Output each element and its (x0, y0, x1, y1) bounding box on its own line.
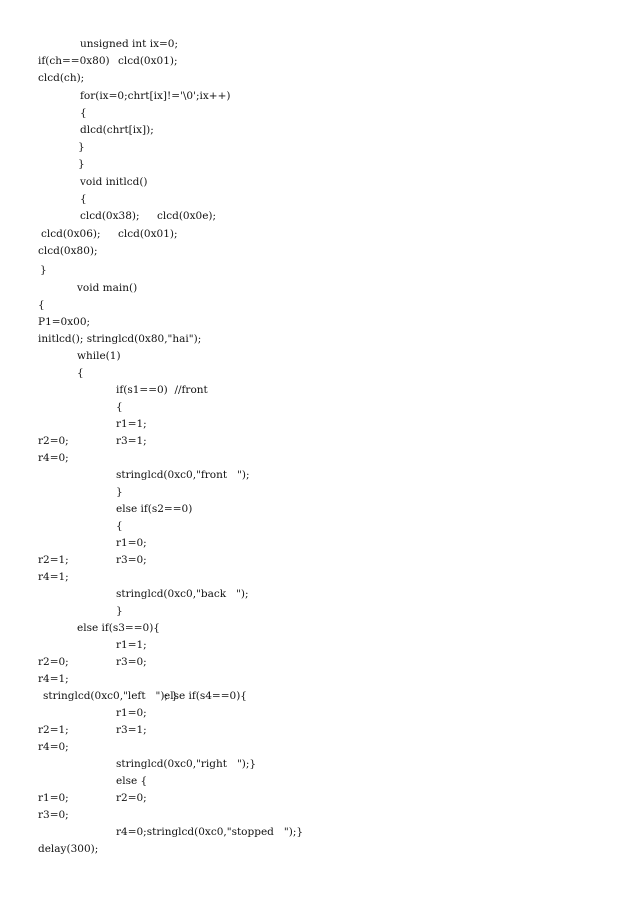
code-line: r1=0; (116, 537, 147, 549)
code-line: { (80, 107, 87, 119)
code-line: void main() (77, 282, 138, 294)
code-line: dlcd(chrt[ix]); (80, 124, 154, 136)
code-line: r4=0; (38, 452, 69, 464)
code-line: r4=1; (38, 571, 69, 583)
code-line: else { (116, 775, 148, 787)
code-line: { (38, 299, 45, 311)
code-line: } (116, 605, 123, 617)
code-line: r1=1; (116, 418, 147, 430)
code-line: clcd(0x80); (38, 245, 98, 257)
code-line: initlcd(); stringlcd(0x80,"hai"); (38, 333, 202, 345)
code-line: r4=0; (38, 741, 69, 753)
code-line: r1=0; (116, 707, 147, 719)
code-line: r1=1; (116, 639, 147, 651)
code-line: } (78, 141, 85, 153)
code-line: { (116, 520, 123, 532)
code-line: P1=0x00; (38, 316, 91, 328)
code-line: void initlcd() (80, 176, 148, 188)
code-line: while(1) (77, 350, 121, 362)
code-line: } (116, 486, 123, 498)
code-line: r3=0; (116, 656, 147, 668)
code-line: unsigned int ix=0; (80, 38, 179, 50)
code-line: r2=1; (38, 724, 69, 736)
code-line: clcd(0x01); (118, 55, 178, 67)
code-line: { (77, 367, 84, 379)
code-line: clcd(ch); (38, 72, 85, 84)
code-line: r2=0; (38, 435, 69, 447)
code-line: r3=1; (116, 724, 147, 736)
code-line: r2=0; (116, 792, 147, 804)
code-line: r3=1; (116, 435, 147, 447)
code-line: else if(s3==0){ (77, 622, 160, 634)
code-line: } (78, 158, 85, 170)
code-line: { (116, 401, 123, 413)
code-line: r3=0; (116, 554, 147, 566)
code-line: stringlcd(0xc0,"left "); } (43, 690, 179, 702)
code-line: r4=0;stringlcd(0xc0,"stopped ");} (116, 826, 304, 838)
code-line: r4=1; (38, 673, 69, 685)
code-line: else if(s2==0) (116, 503, 193, 515)
code-line: clcd(0x06); (41, 228, 101, 240)
code-line: r3=0; (38, 809, 69, 821)
code-line: if(ch==0x80) (38, 55, 110, 67)
code-line: else if(s4==0){ (164, 690, 247, 702)
code-line: r2=0; (38, 656, 69, 668)
code-line: clcd(0x0e); (157, 210, 217, 222)
code-line: stringlcd(0xc0,"right ");} (116, 758, 257, 770)
code-line: for(ix=0;chrt[ix]!='\0';ix++) (80, 90, 231, 102)
code-line: { (80, 193, 87, 205)
code-line: stringlcd(0xc0,"back "); (116, 588, 249, 600)
code-line: delay(300); (38, 843, 99, 855)
code-line: stringlcd(0xc0,"front "); (116, 469, 250, 481)
code-line: } (40, 264, 47, 276)
code-line: r2=1; (38, 554, 69, 566)
code-line: clcd(0x01); (118, 228, 178, 240)
code-line: r1=0; (38, 792, 69, 804)
code-line: clcd(0x38); (80, 210, 140, 222)
code-line: if(s1==0) //front (116, 384, 208, 396)
